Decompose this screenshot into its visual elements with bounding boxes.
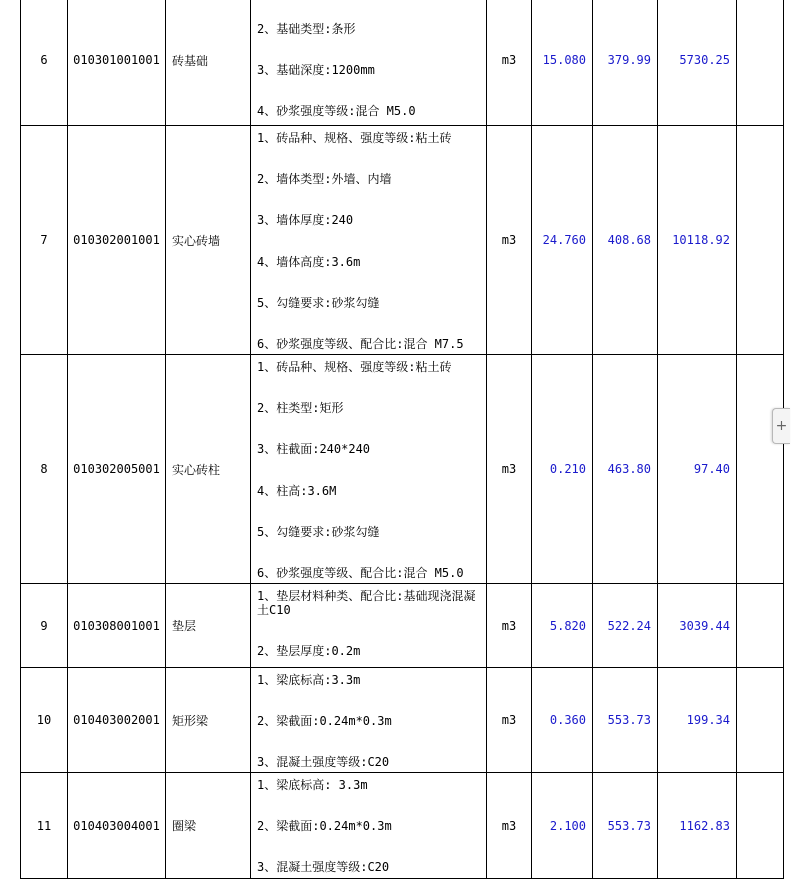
plus-icon: + bbox=[775, 418, 788, 434]
unit-price: 463.80 bbox=[593, 355, 658, 584]
row-number: 9 bbox=[21, 584, 68, 668]
description-line: 3、柱截面:240*240 bbox=[257, 442, 371, 457]
table-row bbox=[21, 773, 784, 879]
quantity: 0.210 bbox=[532, 355, 593, 584]
row-number: 7 bbox=[21, 126, 68, 355]
unit-price: 553.73 bbox=[593, 773, 658, 879]
quantity: 24.760 bbox=[532, 126, 593, 355]
unit-price: 379.99 bbox=[593, 0, 658, 126]
empty-cell bbox=[737, 0, 784, 126]
total-price: 5730.25 bbox=[658, 0, 737, 126]
item-name: 矩形梁 bbox=[166, 668, 251, 773]
quantity: 0.360 bbox=[532, 668, 593, 773]
description-line: 3、墙体厚度:240 bbox=[257, 213, 354, 228]
item-code: 010308001001 bbox=[68, 584, 166, 668]
description-line: 3、混凝土强度等级:C20 bbox=[257, 860, 390, 875]
item-description bbox=[251, 0, 487, 126]
description-line: 3、基础深度:1200mm bbox=[257, 63, 375, 78]
empty-cell bbox=[737, 584, 784, 668]
empty-cell bbox=[737, 773, 784, 879]
quantity: 15.080 bbox=[532, 0, 593, 126]
unit: m3 bbox=[487, 773, 532, 879]
total-price: 1162.83 bbox=[658, 773, 737, 879]
unit: m3 bbox=[487, 668, 532, 773]
expand-panel-button[interactable] bbox=[772, 408, 790, 444]
description-line: 2、梁截面:0.24m*0.3m bbox=[257, 714, 392, 729]
unit-price: 408.68 bbox=[593, 126, 658, 355]
item-description bbox=[251, 126, 487, 355]
item-code: 010302001001 bbox=[68, 126, 166, 355]
description-line: 1、砖品种、规格、强度等级:粘土砖 bbox=[257, 131, 452, 145]
table-row bbox=[21, 126, 784, 355]
total-price: 199.34 bbox=[658, 668, 737, 773]
unit-price: 553.73 bbox=[593, 668, 658, 773]
item-description bbox=[251, 355, 487, 584]
empty-cell bbox=[737, 668, 784, 773]
description-line: 2、垫层厚度:0.2m bbox=[257, 644, 361, 659]
description-line: 5、勾缝要求:砂浆勾缝 bbox=[257, 524, 380, 539]
empty-cell bbox=[737, 126, 784, 355]
item-description bbox=[251, 773, 487, 879]
item-code: 010302005001 bbox=[68, 355, 166, 584]
table-body bbox=[21, 0, 784, 879]
description-line: 4、柱高:3.6M bbox=[257, 483, 337, 498]
unit-price: 522.24 bbox=[593, 584, 658, 668]
unit: m3 bbox=[487, 355, 532, 584]
row-number: 11 bbox=[21, 773, 68, 879]
total-price: 97.40 bbox=[658, 355, 737, 584]
description-line: 2、基础类型:条形 bbox=[257, 22, 356, 36]
row-number: 10 bbox=[21, 668, 68, 773]
item-name: 实心砖柱 bbox=[166, 355, 251, 584]
description-line: 1、梁底标高: 3.3m bbox=[257, 778, 368, 792]
item-code: 010403002001 bbox=[68, 668, 166, 773]
total-price: 10118.92 bbox=[658, 126, 737, 355]
bill-of-quantities-table bbox=[20, 0, 784, 879]
description-line: 1、梁底标高:3.3m bbox=[257, 673, 361, 687]
description-line: 3、混凝土强度等级:C20 bbox=[257, 755, 390, 770]
item-description bbox=[251, 584, 487, 668]
table-row bbox=[21, 668, 784, 773]
unit: m3 bbox=[487, 126, 532, 355]
description-line: 2、梁截面:0.24m*0.3m bbox=[257, 819, 392, 834]
item-name: 砖基础 bbox=[166, 0, 251, 126]
empty-cell bbox=[737, 355, 784, 584]
item-name: 实心砖墙 bbox=[166, 126, 251, 355]
description-line: 5、勾缝要求:砂浆勾缝 bbox=[257, 295, 380, 310]
item-code: 010301001001 bbox=[68, 0, 166, 126]
item-name: 圈梁 bbox=[166, 773, 251, 879]
description-line: 6、砂浆强度等级、配合比:混合 M7.5 bbox=[257, 336, 464, 351]
quantity: 2.100 bbox=[532, 773, 593, 879]
description-line: 6、砂浆强度等级、配合比:混合 M5.0 bbox=[257, 565, 464, 580]
quantity: 5.820 bbox=[532, 584, 593, 668]
item-code: 010403004001 bbox=[68, 773, 166, 879]
unit: m3 bbox=[487, 584, 532, 668]
row-number: 8 bbox=[21, 355, 68, 584]
description-line: 1、垫层材料种类、配合比:基础现浇混凝土C10 bbox=[257, 589, 476, 617]
unit: m3 bbox=[487, 0, 532, 126]
table-row bbox=[21, 0, 784, 126]
description-line: 2、柱类型:矩形 bbox=[257, 401, 344, 416]
item-description bbox=[251, 668, 487, 773]
description-line: 4、墙体高度:3.6m bbox=[257, 254, 361, 269]
total-price: 3039.44 bbox=[658, 584, 737, 668]
table-row bbox=[21, 584, 784, 668]
description-line: 2、墙体类型:外墙、内墙 bbox=[257, 172, 392, 187]
row-number: 6 bbox=[21, 0, 68, 126]
item-name: 垫层 bbox=[166, 584, 251, 668]
description-line: 4、砂浆强度等级:混合 M5.0 bbox=[257, 104, 416, 119]
description-line: 1、砖品种、规格、强度等级:粘土砖 bbox=[257, 360, 452, 374]
table-row bbox=[21, 355, 784, 584]
